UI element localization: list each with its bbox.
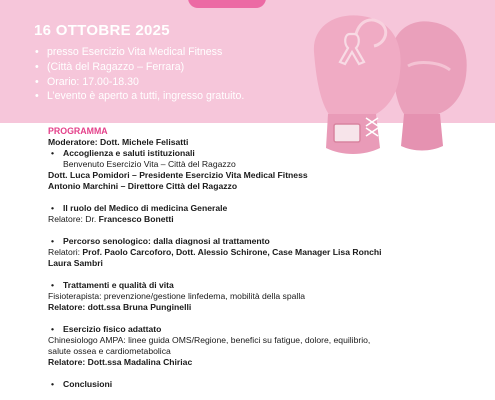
program-title: PROGRAMMA [48, 126, 108, 136]
speaker-name: Prof. Paolo Carcoforo, Dott. Alessio Schirone, Case Manager Lisa Ronchi [82, 247, 382, 257]
session-subtitle: Fisioterapista: prevenzione/gestione linfedema, mobilità della spalla [48, 291, 306, 301]
session-title: • Conclusioni [48, 379, 488, 390]
speaker: Laura Sambri [48, 258, 103, 268]
speaker [48, 247, 488, 258]
info-venue: • presso Esercizio Vita Medical Fitness [35, 45, 244, 60]
speaker: Dott. Luca Pomidori – Presidente Esercizio Vita Medical Fitness [48, 170, 308, 180]
info-access: • L’evento è aperto a tutti, ingresso gratuito. [35, 89, 244, 104]
session-title: • Esercizio fisico adattato [48, 324, 488, 335]
speaker: Relatore: dott.ssa Bruna Punginelli [48, 302, 192, 312]
session-title: • Trattamenti e qualità di vita [48, 280, 488, 291]
moderator: Moderatore: Dott. Michele Felisatti [48, 137, 189, 147]
speaker: Antonio Marchini – Direttore Città del Ragazzo [48, 181, 238, 191]
event-date: 16 OTTOBRE 2025 [34, 22, 170, 39]
speaker-label: Relatore: Dr. [48, 214, 99, 224]
session-title: • Accoglienza e saluti istituzionali [48, 148, 488, 159]
info-location: • (Città del Ragazzo – Ferrara) [35, 60, 244, 75]
session-subtitle: Benvenuto Esercizio Vita – Città del Ragazzo [63, 159, 236, 169]
speaker: Relatore: Dott.ssa Madalina Chiriac [48, 357, 193, 367]
top-decoration [188, 0, 266, 8]
event-info-list [35, 45, 244, 104]
session-title: • Il ruolo del Medico di medicina Generale [48, 203, 488, 214]
speaker-label: Relatori: [48, 247, 83, 257]
session-subtitle: Chinesiologo AMPA: linee guida OMS/Regione, benefici su fatigue, dolore, equilibrio, [48, 335, 371, 345]
session-title: • Percorso senologico: dalla diagnosi al trattamento [48, 236, 488, 247]
speaker [48, 214, 488, 225]
session-subtitle: salute ossea e cardiometabolica [48, 346, 171, 356]
speaker-name: Francesco Bonetti [98, 214, 174, 224]
program-section [48, 126, 488, 390]
info-time: • Orario: 17.00-18.30 [35, 75, 244, 90]
